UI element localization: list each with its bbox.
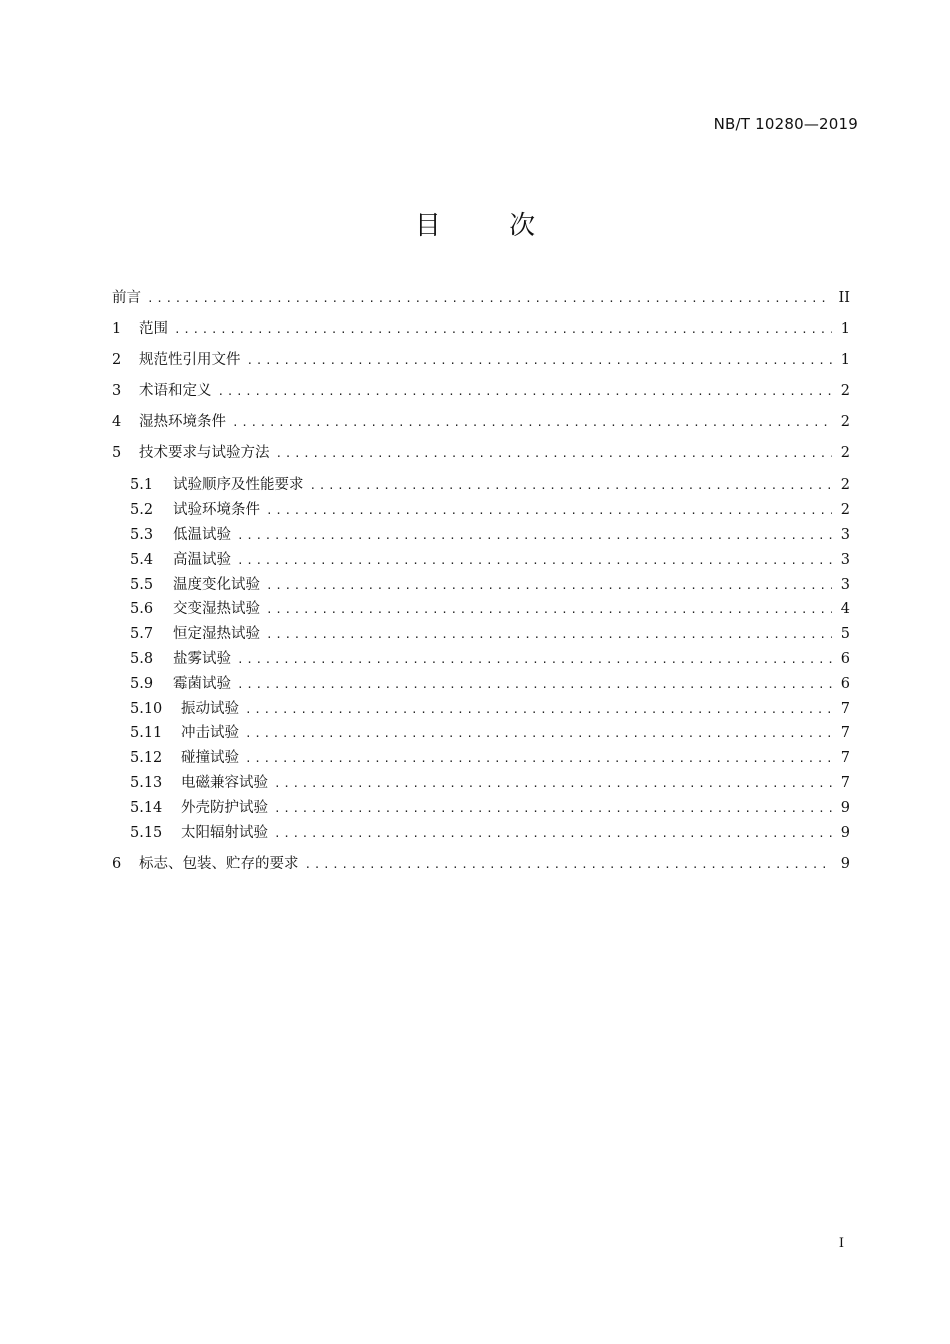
toc-entry-label: 盐雾试验 (173, 651, 231, 667)
toc-entry-1[interactable] (112, 318, 850, 340)
toc-entry-3[interactable] (112, 380, 850, 402)
toc-entry-number: 1 (112, 321, 122, 337)
page-number: I (838, 1236, 844, 1251)
toc-entry-number: 5.9 (130, 676, 154, 692)
toc-entry-5-14[interactable] (130, 797, 850, 819)
toc-entry-5-3[interactable] (130, 524, 850, 546)
toc-entry-5-13[interactable] (130, 772, 850, 794)
page-title: 目 次 (414, 211, 566, 241)
toc-entry-page: 6 (840, 676, 850, 692)
toc-entry-label: 交变湿热试验 (173, 601, 260, 617)
toc-entry-number: 5.5 (130, 577, 154, 593)
toc-entry-number: 5.3 (130, 527, 154, 543)
toc-entry-label: 技术要求与试验方法 (139, 445, 270, 461)
toc-entry-page: 2 (840, 502, 850, 518)
toc-entry-page: 7 (840, 775, 850, 791)
toc-entry-page: 1 (840, 352, 850, 368)
toc-entry-page: 3 (840, 552, 850, 568)
toc-entry-label: 恒定湿热试验 (173, 626, 260, 642)
dot-leader (245, 723, 832, 745)
toc-entry-6[interactable] (112, 853, 850, 875)
toc-entry-label: 规范性引用文件 (139, 352, 241, 368)
toc-entry-number: 4 (112, 414, 122, 430)
toc-entry-label: 碰撞试验 (181, 750, 239, 766)
dot-leader (247, 350, 833, 372)
dot-leader (174, 319, 832, 341)
toc-entry-number: 5.11 (130, 725, 163, 741)
toc-entry-number: 6 (112, 856, 122, 872)
toc-entry-number: 5.12 (130, 750, 163, 766)
toc-entry-label: 高温试验 (173, 552, 231, 568)
toc-entry-page: 2 (840, 477, 850, 493)
toc-entry-foreword[interactable] (112, 287, 850, 309)
toc-entry-label: 范围 (139, 321, 168, 337)
toc-entry-number: 5.1 (130, 477, 154, 493)
dot-leader (266, 500, 832, 522)
toc-entry-4[interactable] (112, 411, 850, 433)
toc-entry-page: 9 (840, 800, 850, 816)
dot-leader (276, 443, 833, 465)
toc-entry-number: 5.14 (130, 800, 163, 816)
toc-entry-number: 5.10 (130, 701, 163, 717)
toc-entry-5-1[interactable] (130, 474, 850, 496)
toc-entry-label: 前言 (112, 290, 141, 306)
toc-entry-5-9[interactable] (130, 673, 850, 695)
toc-entry-5-7[interactable] (130, 623, 850, 645)
toc-entry-number: 5.6 (130, 601, 154, 617)
toc-entry-label: 太阳辐射试验 (181, 825, 268, 841)
toc-entry-number: 5.4 (130, 552, 154, 568)
toc-entry-page: 3 (840, 577, 850, 593)
toc-entry-number: 3 (112, 383, 122, 399)
dot-leader (310, 475, 833, 497)
dot-leader (232, 412, 832, 434)
toc-entry-label: 冲击试验 (181, 725, 239, 741)
dot-leader (266, 575, 832, 597)
toc-entry-page: 9 (840, 825, 850, 841)
toc-entry-5-6[interactable] (130, 598, 850, 620)
dot-leader (237, 649, 832, 671)
dot-leader (237, 525, 832, 547)
toc-entry-label: 振动试验 (181, 701, 239, 717)
toc-entry-page: 7 (840, 701, 850, 717)
dot-leader (237, 674, 832, 696)
toc-entry-label: 标志、包装、贮存的要求 (139, 856, 299, 872)
toc-entry-label: 试验环境条件 (173, 502, 260, 518)
toc-entry-page: 4 (840, 601, 850, 617)
toc-entry-page: 5 (840, 626, 850, 642)
toc-entry-label: 温度变化试验 (173, 577, 260, 593)
toc-entry-page: 7 (840, 725, 850, 741)
toc-entry-number: 5 (112, 445, 122, 461)
toc-entry-label: 外壳防护试验 (181, 800, 268, 816)
toc-entry-page: II (838, 290, 850, 306)
toc-entry-label: 电磁兼容试验 (181, 775, 268, 791)
dot-leader (274, 798, 832, 820)
toc-entry-page: 2 (840, 414, 850, 430)
toc-entry-page: 2 (840, 383, 850, 399)
dot-leader (305, 854, 833, 876)
dot-leader (274, 773, 832, 795)
dot-leader (266, 599, 832, 621)
standard-code: NB/T 10280—2019 (713, 115, 858, 133)
dot-leader (266, 624, 832, 646)
toc-entry-page: 2 (840, 445, 850, 461)
toc-entry-page: 3 (840, 527, 850, 543)
toc-entry-5-8[interactable] (130, 648, 850, 670)
toc-entry-page: 9 (840, 856, 850, 872)
toc-entry-page: 1 (840, 321, 850, 337)
toc-entry-number: 5.15 (130, 825, 163, 841)
dot-leader (245, 748, 832, 770)
toc-entry-label: 霉菌试验 (173, 676, 231, 692)
toc-entry-2[interactable] (112, 349, 850, 371)
toc-entry-page: 7 (840, 750, 850, 766)
dot-leader (237, 550, 832, 572)
toc-entry-label: 湿热环境条件 (139, 414, 226, 430)
toc-entry-number: 5.13 (130, 775, 163, 791)
toc-entry-5-12[interactable] (130, 747, 850, 769)
dot-leader (147, 288, 832, 310)
toc-entry-5-4[interactable] (130, 549, 850, 571)
toc-entry-5-11[interactable] (130, 722, 850, 744)
dot-leader (218, 381, 833, 403)
toc-entry-label: 术语和定义 (139, 383, 212, 399)
toc-entry-label: 试验顺序及性能要求 (173, 477, 304, 493)
toc-entry-page: 6 (840, 651, 850, 667)
dot-leader (245, 699, 832, 721)
toc-entry-number: 2 (112, 352, 122, 368)
toc-entry-5-5[interactable] (130, 574, 850, 596)
toc-entry-5-10[interactable] (130, 698, 850, 720)
toc-entry-number: 5.2 (130, 502, 154, 518)
dot-leader (274, 823, 832, 845)
toc-entry-label: 低温试验 (173, 527, 231, 543)
toc-entry-number: 5.7 (130, 626, 154, 642)
table-of-contents (112, 0, 850, 1344)
toc-entry-5[interactable] (112, 442, 850, 464)
toc-entry-number: 5.8 (130, 651, 154, 667)
toc-entry-5-2[interactable] (130, 499, 850, 521)
toc-entry-5-15[interactable] (130, 822, 850, 844)
